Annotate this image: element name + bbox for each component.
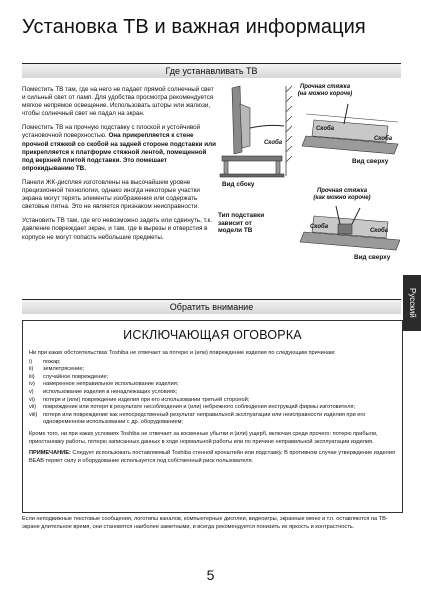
list-item: i) пожар; bbox=[29, 358, 61, 365]
static-image-warning: Если неподвижные текстовые сообщения, логотипы каналов, компьютерные дисплеи, видеоигры, экранные меню и т.п. оставляются на ТВ-экране длительное время, они становятся наиболее заметными, и всегда рекомендуется понизить их яркость и контрастность. bbox=[22, 516, 388, 530]
bracket-label-top-right: Скоба bbox=[373, 136, 393, 142]
disclaimer-note-label: ПРИМЕЧАНИЕ: bbox=[29, 450, 71, 457]
disclaimer-note-text: Следует использовать поставляемый Toshiba стенной кронштейн или подставку. В противном случае утверждение изделия BEAB теряет силу и оборудование используется под собственный риск пользователя. bbox=[29, 450, 395, 464]
list-item: ii) землетрясение; bbox=[29, 366, 85, 373]
side-view-caption: Вид сбоку bbox=[222, 181, 255, 188]
strong-tie-label-1: Прочная стяжка (на можно короче) bbox=[297, 84, 353, 97]
top-view-caption-1: Вид сверху bbox=[352, 158, 389, 165]
placement-text-column bbox=[22, 86, 218, 248]
tie-line-side bbox=[250, 125, 284, 128]
placement-paragraph-2-bold: Она прикрепляется к стене прочной стяжкой со скобой на задней стороне подставки или прикрепляется к платформе стяжной лентой, помещенной под верхней плитой подставки. Это помешает опрокидыванию ТВ. bbox=[22, 132, 216, 172]
bracket-label-bottom-right: Скоба bbox=[369, 228, 389, 234]
disclaimer-note bbox=[29, 450, 399, 465]
disclaimer-body bbox=[29, 350, 399, 469]
list-item: vi) потеря и (или) повреждение изделия при его использовании третьей стороной; bbox=[29, 396, 250, 403]
placement-paragraph-4: Установить ТВ там, где его невозможно задеть или сдвинуть, т.к. давление повреждает экран, и там, где в вырезы и отверстия в корпусе не могут попасть небольшие предметы. bbox=[22, 217, 213, 241]
list-item: vii) повреждение или потеря в результате несоблюдения и (или) небрежного соблюдения инструкций фирмы изготовителя; bbox=[29, 404, 356, 411]
bracket-label-top-left: Скоба bbox=[315, 126, 335, 132]
bracket-label-bottom-left: Скоба bbox=[309, 224, 329, 230]
language-tab: Русский bbox=[403, 275, 421, 331]
list-item: viii) потеря или повреждение как непосредственный результат неправильной эксплуатации или неисправности изделия при его одновременном использовании с др. оборудованием; bbox=[29, 411, 366, 426]
placement-paragraph-2 bbox=[22, 124, 218, 173]
placement-paragraph-2-normal: Поместить ТВ на прочную подставку с плоской и устойчивой установочной поверхностью. bbox=[22, 124, 201, 140]
page-number: 5 bbox=[206, 567, 215, 583]
disclaimer-box bbox=[22, 320, 403, 513]
bracket-label-side: Скоба bbox=[263, 140, 283, 146]
tv-mounting-illustration bbox=[218, 84, 400, 264]
section-header-placement: Где устанавливать ТВ bbox=[22, 63, 401, 78]
list-item: iv) намеренное неправильное использование изделия; bbox=[29, 381, 179, 388]
top-view-caption-2: Вид сверху bbox=[354, 254, 391, 261]
list-item: v) использование изделия в ненадлежащих условиях; bbox=[29, 388, 178, 395]
wall-side-view bbox=[286, 86, 292, 176]
disclaimer-intro: Ни при каких обстоятельствах Toshiba не отвечает за потерю и (или) повреждение изделия по следующим причинам: bbox=[29, 350, 336, 356]
mounting-diagram-svg bbox=[218, 84, 400, 264]
placement-paragraph-1: Поместить ТВ там, где на него не падает прямой солнечный свет и сильный свет от ламп. Для удобства просмотра рекомендуется мягкое непрямое освещение. Использовать шторы или жалюзи, чтобы солнечный свет не падал на экран. bbox=[22, 86, 214, 118]
stand-type-caption: Тип подставки зависит от модели ТВ bbox=[218, 212, 265, 234]
disclaimer-list bbox=[29, 359, 399, 427]
strong-tie-label-2: Прочная стяжка (как можно короче) bbox=[313, 188, 371, 201]
section-header-attention: Обратить внимание bbox=[22, 299, 401, 314]
list-item: iii) случайное повреждение; bbox=[29, 373, 109, 380]
page-title: Установка ТВ и важная информация bbox=[22, 16, 366, 38]
disclaimer-title: ИСКЛЮЧАЮЩАЯ ОГОВОРКА bbox=[123, 328, 302, 342]
placement-paragraph-3: Панели ЖК-дисплея изготовлены на высочайшем уровне прецизионной технологии, однако иногда некоторые участки экрана могут терять элементы изображения или содержать световые пятна. Это не является признаком неисправности. bbox=[22, 178, 200, 211]
tv-side-profile bbox=[220, 86, 284, 177]
disclaimer-indirect-damages: Кроме того, ни при каких условиях Toshiba не отвечает за косвенные убытки и (или) ущерб, включая среди прочего: потерю прибыли, приостановку работы, потерю записанных данных в ходе нормальной работы или по причине неправильной эксплуатации изделия. bbox=[29, 430, 378, 445]
